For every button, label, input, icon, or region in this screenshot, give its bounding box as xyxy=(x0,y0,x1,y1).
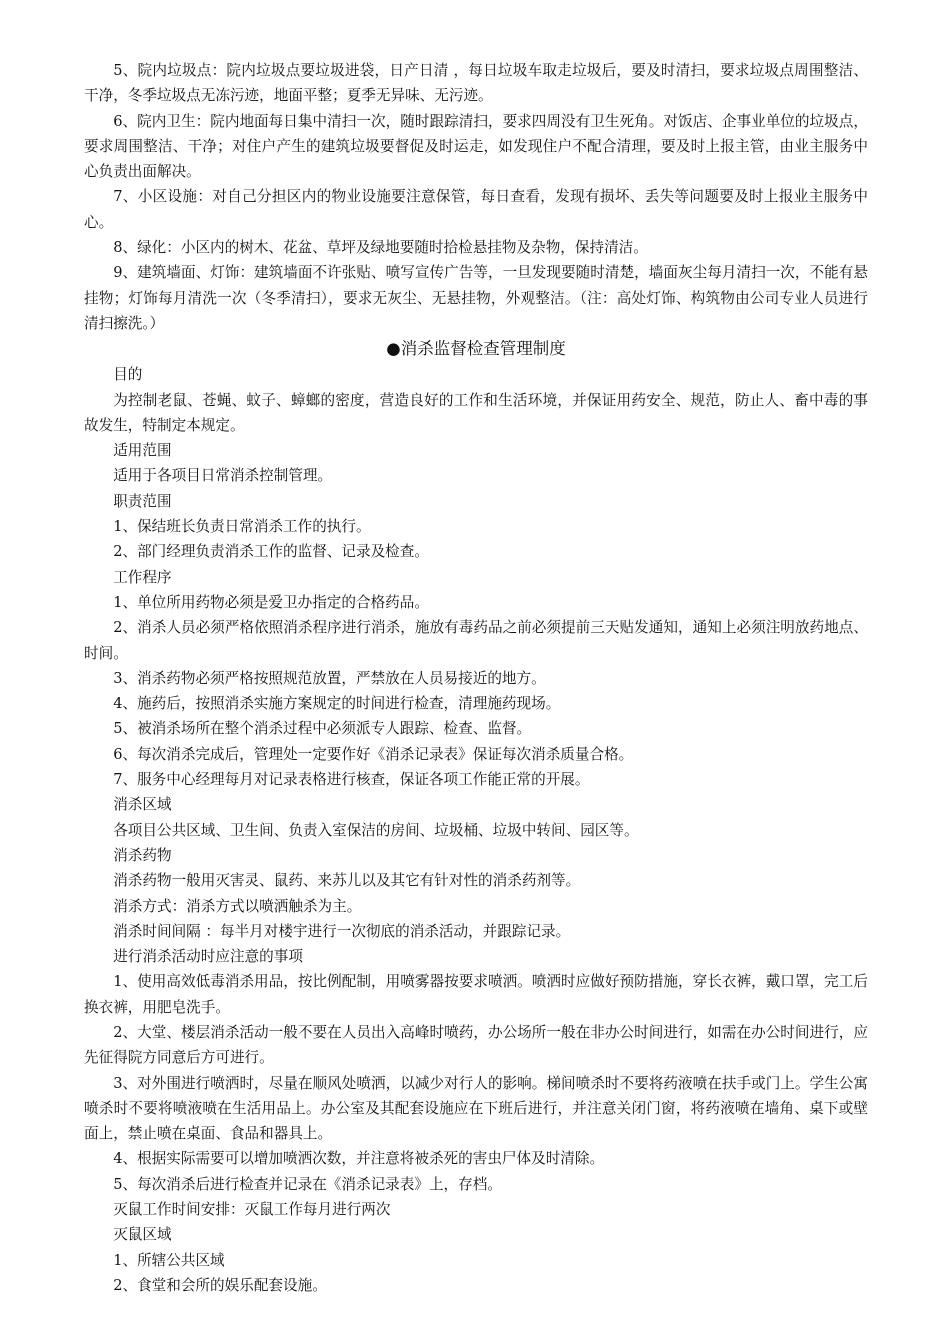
paragraph: 各项目公共区域、卫生间、负责入室保洁的房间、垃圾桶、垃圾中转间、园区等。 xyxy=(113,821,639,839)
list-item: 3、消杀药物必须严格按照规范放置，严禁放在人员易接近的地方。 xyxy=(113,669,546,687)
paragraph: 9、建筑墙面、灯饰：建筑墙面不许张贴、喷写宣传广告等，一旦发现要随时清楚，墙面灰尘每月清扫一次，不能有悬挂物；灯饰每月清洗一次（冬季清扫），要求无灰尘、无悬挂物，外观整洁。（注：高处灯饰、构筑物由公司专业人员进行清扫擦洗。） xyxy=(84,264,868,332)
paragraph: 为控制老鼠、苍蝇、蚊子、蟑螂的密度，营造良好的工作和生活环境，并保证用药安全、规范，防止人、畜中毒的事故发生，特制定本规定。 xyxy=(84,391,868,434)
paragraph: 6、院内卫生：院内地面每日集中清扫一次，随时跟踪清扫，要求四周没有卫生死角。对饭店、企事业单位的垃圾点，要求周围整洁、干净；对住户产生的建筑垃圾要督促及时运走，如发现住户不配合清理，要及时上报主管，由业主服务中心负责出面解决。 xyxy=(84,112,868,181)
heading-scope: 适用范围 xyxy=(113,442,172,460)
document-page xyxy=(84,58,868,1298)
paragraph: 7、小区设施：对自己分担区内的物业设施要注意保管，每日查看，发现有损坏、丢失等问题要及时上报业主服务中心。 xyxy=(84,188,868,231)
list-item: 2、消杀人员必须严格依照消杀程序进行消杀，施放有毒药品之前必须提前三天贴发通知，通知上必须注明放药地点、时间。 xyxy=(84,619,868,662)
heading-procedure: 工作程序 xyxy=(113,568,172,586)
section-title: ●消杀监督检查管理制度 xyxy=(386,339,566,359)
list-item: 2、大堂、楼层消杀活动一般不要在人员出入高峰时喷药，办公场所一般在非办公时间进行，如需在办公时间进行，应先征得院方同意后方可进行。 xyxy=(84,1023,868,1067)
list-item: 1、保结班长负责日常消杀工作的执行。 xyxy=(113,518,371,536)
list-item: 3、对外围进行喷洒时，尽量在顺风处喷洒，以减少对行人的影响。梯间喷杀时不要将药液喷在扶手或门上。学生公寓喷杀时不要将喷液喷在生活用品上。办公室及其配套设施应在下班后进行，并注意关闭门窗，将药液喷在墙角、桌下或壁面上，禁止喷在桌面、食品和器具上。 xyxy=(84,1074,868,1143)
list-item: 2、部门经理负责消杀工作的监督、记录及检查。 xyxy=(113,543,429,561)
paragraph: 消杀药物一般用灭害灵、鼠药、来苏儿以及其它有针对性的消杀药剂等。 xyxy=(113,872,581,890)
heading-purpose: 目的 xyxy=(113,366,143,384)
list-item: 6、每次消杀完成后，管理处一定要作好《消杀记录表》保证每次消杀质量合格。 xyxy=(113,745,634,763)
list-item: 4、施药后，按照消杀实施方案规定的时间进行检查，清理施药现场。 xyxy=(113,695,561,713)
list-item: 1、使用高效低毒消杀用品，按比例配制，用喷雾器按要求喷洒。喷洒时应做好预防措施，穿长衣裤，戴口罩，完工后换衣裤，用肥皂洗手。 xyxy=(84,973,868,1016)
list-item: 5、被消杀场所在整个消杀过程中必须派专人跟踪、检查、监督。 xyxy=(113,720,532,738)
paragraph: 消杀时间间隔 ：每半月对楼宇进行一次彻底的消杀活动，并跟踪记录。 xyxy=(113,922,571,940)
list-item: 2、食堂和会所的娱乐配套设施。 xyxy=(113,1276,327,1294)
paragraph: 灭鼠工作时间安排：灭鼠工作每月进行两次 xyxy=(113,1201,391,1219)
heading-precautions: 进行消杀活动时应注意的事项 xyxy=(113,948,303,966)
heading-area: 消杀区域 xyxy=(113,796,172,814)
list-item: 5、每次消杀后进行检查并记录在《消杀记录表》上，存档。 xyxy=(113,1175,502,1193)
heading-responsibility: 职责范围 xyxy=(113,492,172,510)
paragraph: 适用于各项目日常消杀控制管理。 xyxy=(113,467,333,485)
paragraph: 5、院内垃圾点：院内垃圾点要垃圾进袋，日产日清 ，每日垃圾车取走垃圾后，要及时清扫，要求垃圾点周围整洁、干净，冬季垃圾点无冻污迹，地面平整；夏季无异味、无污迹。 xyxy=(84,62,868,105)
list-item: 4、根据实际需要可以增加喷洒次数，并注意将被杀死的害虫尸体及时清除。 xyxy=(113,1150,605,1168)
list-item: 1、单位所用药物必须是爱卫办指定的合格药品。 xyxy=(113,593,429,611)
list-item: 1、所辖公共区域 xyxy=(113,1251,225,1269)
paragraph: 消杀方式：消杀方式以喷洒触杀为主。 xyxy=(113,897,362,915)
heading-chemicals: 消杀药物 xyxy=(113,846,172,864)
heading-rodent-area: 灭鼠区域 xyxy=(113,1226,172,1244)
list-item: 7、服务中心经理每月对记录表格进行核查，保证各项工作能正常的开展。 xyxy=(113,771,590,789)
paragraph: 8、绿化：小区内的树木、花盆、草坪及绿地要随时拾检悬挂物及杂物，保持清洁。 xyxy=(113,239,648,257)
